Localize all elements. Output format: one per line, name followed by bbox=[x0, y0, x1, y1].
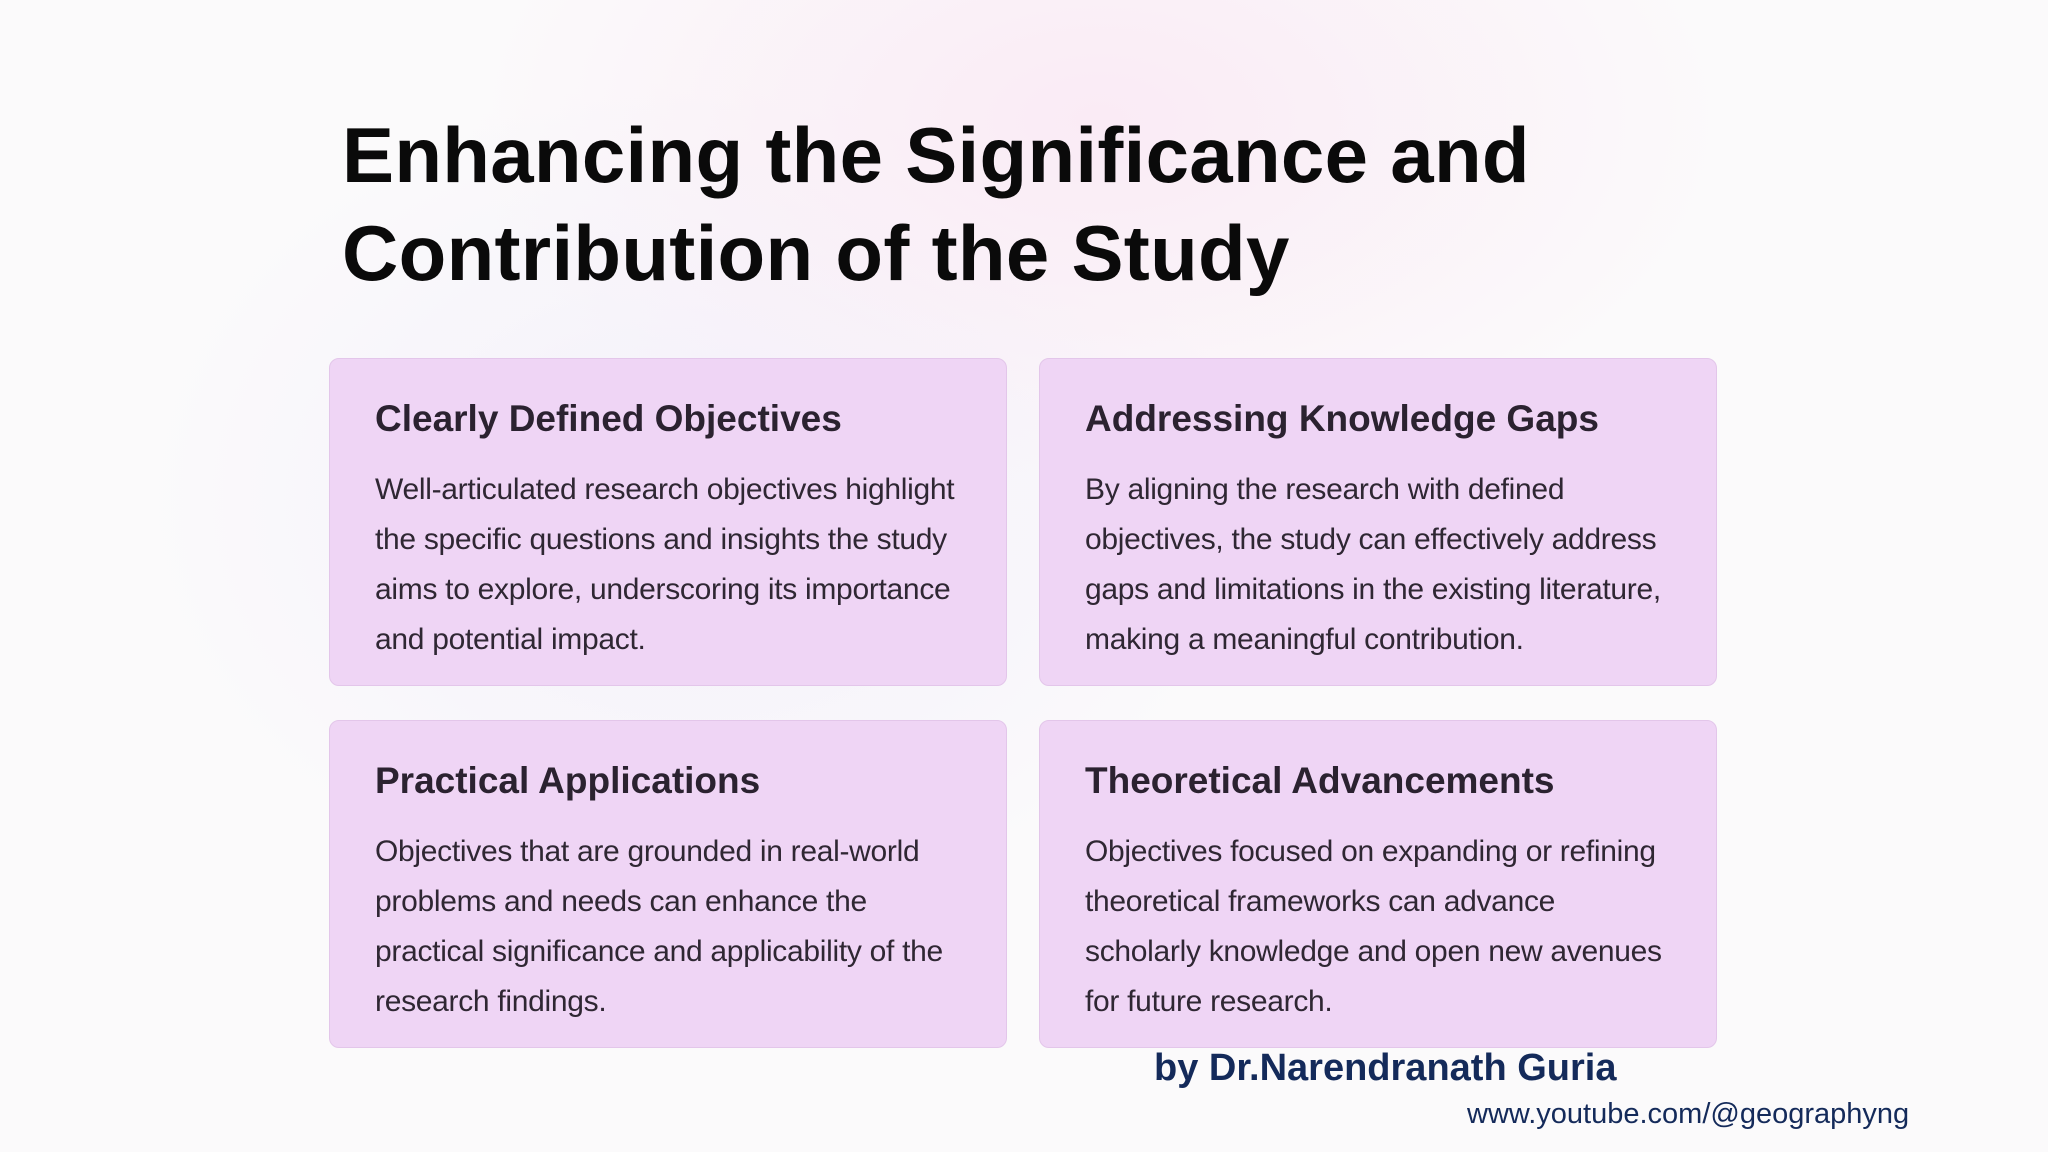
card-body: By aligning the research with defined objectives, the study can effectively address gaps and limitations in the existing literature, making a meaningful contribution. bbox=[1085, 473, 1661, 656]
card-addressing-knowledge-gaps bbox=[1039, 358, 1717, 686]
card-title: Addressing Knowledge Gaps bbox=[1085, 398, 1599, 439]
card-title: Clearly Defined Objectives bbox=[375, 398, 842, 439]
channel-url: www.youtube.com/@geographyng bbox=[1467, 1098, 1910, 1130]
card-theoretical-advancements bbox=[1039, 720, 1717, 1048]
slide-title-line-2: Contribution of the Study bbox=[342, 209, 1290, 297]
card-practical-applications bbox=[329, 720, 1007, 1048]
slide-title-line-1: Enhancing the Significance and bbox=[342, 111, 1530, 199]
slide-title bbox=[342, 106, 1642, 302]
author-credit: by Dr.Narendranath Guria bbox=[1154, 1047, 1617, 1089]
card-title: Practical Applications bbox=[375, 760, 761, 801]
card-title: Theoretical Advancements bbox=[1085, 760, 1555, 801]
card-clearly-defined-objectives bbox=[329, 358, 1007, 686]
card-body: Well-articulated research objectives highlight the specific questions and insights the study aims to explore, underscoring its importance and potential impact. bbox=[375, 473, 955, 656]
card-body: Objectives focused on expanding or refining theoretical frameworks can advance scholarly knowledge and open new avenues for future research. bbox=[1085, 835, 1662, 1018]
card-body: Objectives that are grounded in real-world problems and needs can enhance the practical significance and applicability of the research findings. bbox=[375, 835, 943, 1018]
